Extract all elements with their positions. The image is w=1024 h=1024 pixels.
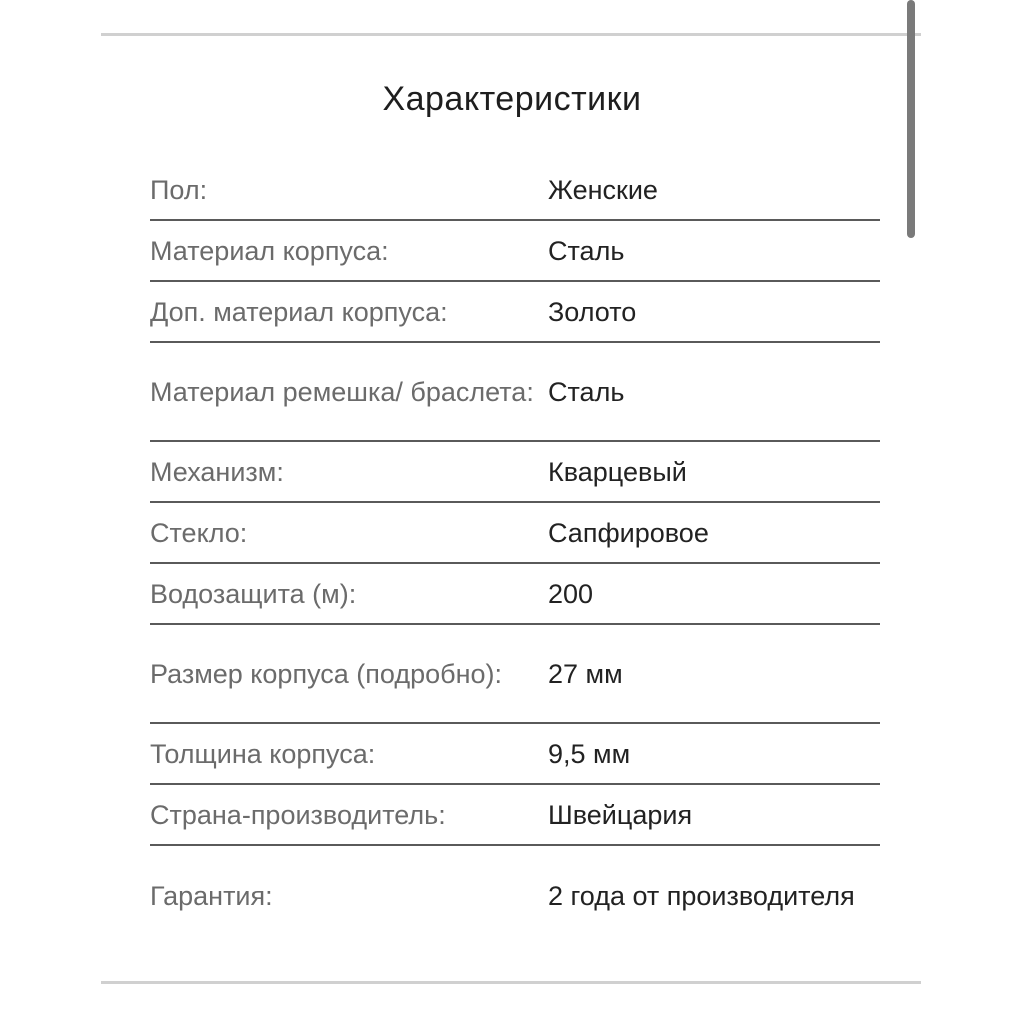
spec-row-glass [150, 503, 880, 564]
section-title: Характеристики [382, 80, 642, 118]
spec-value: 27 мм [548, 658, 623, 689]
spec-value: Сапфировое [548, 517, 709, 548]
spec-row-strap-material [150, 343, 880, 442]
spec-row-gender [150, 160, 880, 221]
spec-value: Кварцевый [548, 456, 687, 487]
spec-label: Толщина корпуса: [150, 738, 376, 769]
spec-value: Швейцария [548, 799, 693, 830]
spec-row-case-thickness [150, 724, 880, 785]
spec-label: Размер корпуса (подробно): [150, 658, 502, 689]
spec-label: Гарантия: [150, 880, 273, 911]
spec-label: Материал ремешка/ браслета: [150, 376, 534, 407]
spec-row-case-size [150, 625, 880, 724]
spec-value: Сталь [548, 376, 625, 407]
spec-value: Женские [548, 174, 658, 205]
spec-row-water-resistance [150, 564, 880, 625]
spec-row-extra-case-material [150, 282, 880, 343]
specs-table [150, 160, 880, 945]
spec-value: 9,5 мм [548, 738, 631, 769]
spec-label: Водозащита (м): [150, 578, 357, 609]
spec-value: Золото [548, 296, 637, 327]
scrollbar-thumb[interactable] [907, 0, 915, 238]
spec-row-movement [150, 442, 880, 503]
spec-value: Сталь [548, 235, 625, 266]
spec-label: Механизм: [150, 456, 284, 487]
spec-row-country [150, 785, 880, 846]
spec-value: 200 [548, 578, 594, 609]
spec-label: Пол: [150, 174, 208, 205]
spec-label: Стекло: [150, 517, 248, 548]
top-divider [101, 33, 921, 36]
bottom-divider [101, 981, 921, 984]
spec-label: Страна-производитель: [150, 799, 446, 830]
spec-value: 2 года от производителя [548, 880, 855, 911]
spec-label: Доп. материал корпуса: [150, 296, 448, 327]
spec-row-case-material [150, 221, 880, 282]
spec-label: Материал корпуса: [150, 235, 389, 266]
spec-row-warranty [150, 846, 880, 945]
